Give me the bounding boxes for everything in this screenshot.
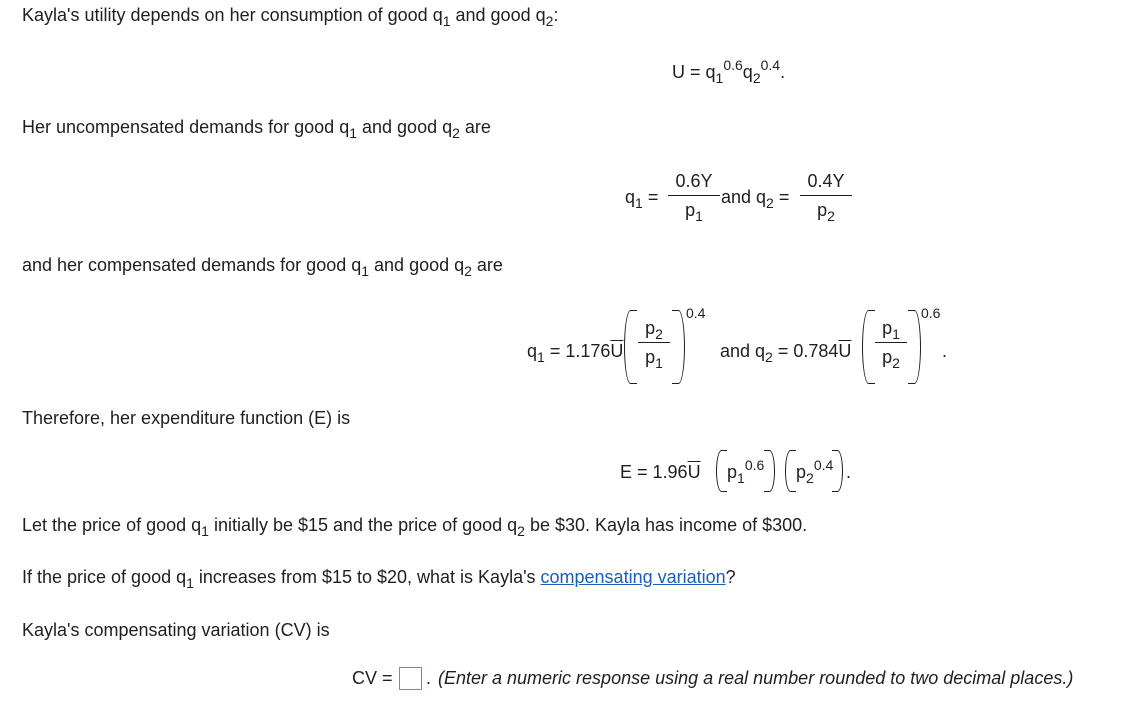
period: . (846, 462, 852, 482)
cv-answer-input[interactable] (399, 667, 422, 690)
prices-text: Let the price of good $q_1$ initially be $15 and the price of good $q_2$ be $30. Kayla has income of $300. (22, 515, 808, 539)
e-lhs: $E = 1.96\overline{U}$ (620, 462, 701, 482)
hq2-lhs: and $q_2 = 0.784\overline{U}$ (720, 341, 852, 365)
cv-equals-label: CV = (352, 668, 393, 688)
hq1-fraction: $p_2$ $p_1$ (638, 318, 670, 368)
uncompensated-text: Her uncompensated demands for good $q_1$ and good $q_2$ are (22, 117, 491, 141)
answer-hint: (Enter a numeric response using a real number rounded to two decimal places.) (438, 668, 1074, 688)
cv-period: . (426, 668, 432, 688)
hq1-exponent: 0.4 (686, 305, 706, 321)
q2-lhs: and $q_2$ = (721, 187, 790, 211)
hq2-exponent: 0.6 (921, 305, 941, 321)
right-paren (832, 450, 843, 492)
e-p2: $p_2^{0.4}$ (796, 457, 834, 486)
hq1-lhs: $q_1 = 1.176\overline{U}$ (527, 341, 624, 365)
q2-fraction: 0.4Y $p_2$ (800, 171, 852, 221)
period: . (942, 341, 948, 361)
utility-function: $U = q_1^{0.6}q_2^{0.4}$. (672, 57, 786, 86)
left-paren (862, 310, 875, 384)
compensated-text: and her compensated demands for good $q_1$ and good $q_2$ are (22, 255, 503, 279)
q1-lhs: $q_1$ = (625, 187, 659, 211)
e-p1: $p_1^{0.6}$ (727, 457, 765, 486)
question-text: If the price of good $q_1$ increases from $15 to $20, what is Kayla's compensating variation? (22, 567, 736, 591)
right-paren (672, 310, 685, 384)
right-paren (908, 310, 921, 384)
left-paren (785, 450, 796, 492)
hq2-fraction: $p_1$ $p_2$ (875, 318, 907, 368)
q1-fraction: 0.6Y $p_1$ (668, 171, 720, 221)
expenditure-text: Therefore, her expenditure function (E) is (22, 408, 351, 428)
right-paren (764, 450, 775, 492)
intro-text: Kayla's utility depends on her consumption of good $q_1$ and good $q_2$: (22, 5, 559, 29)
left-paren (624, 310, 637, 384)
cv-label: Kayla's compensating variation (CV) is (22, 620, 330, 640)
left-paren (716, 450, 727, 492)
compensating-variation-link[interactable]: compensating variation (540, 567, 726, 587)
